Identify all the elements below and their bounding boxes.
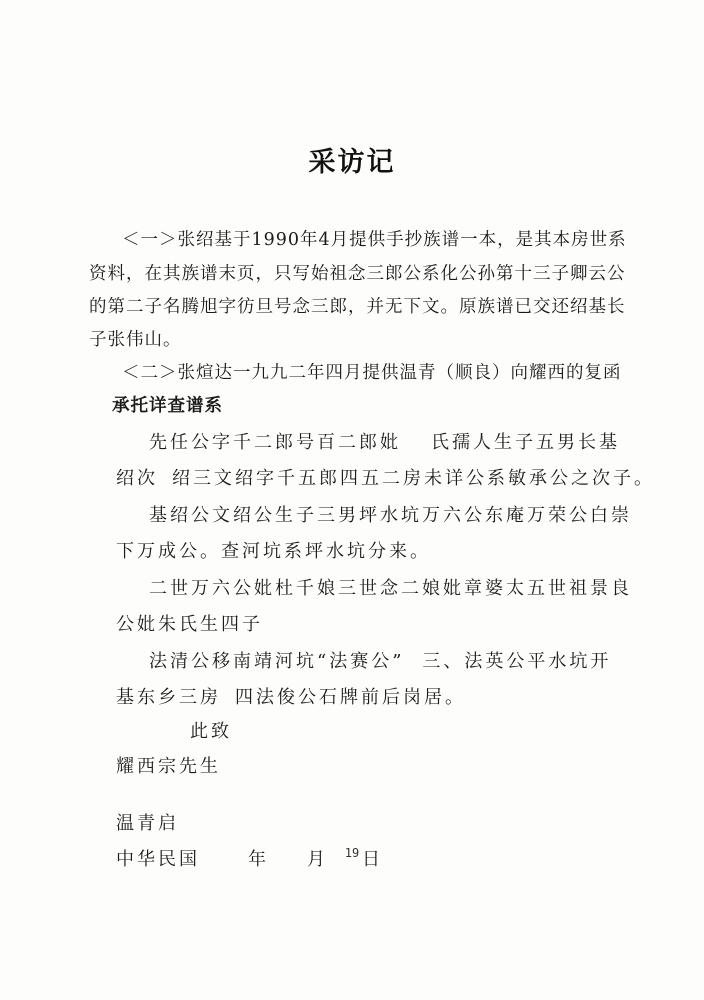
letter-paragraph-3-line-2: 公妣朱氏生四子	[116, 614, 263, 635]
letter-p1-part-a: 先任公字千二郎号百二郎妣	[149, 432, 401, 453]
section1-line-3: 的第二子名腾旭字彷旦号念三郎，并无下文。原族谱已交还绍基长	[89, 297, 626, 317]
section2-line-2: 承托详查谱系	[112, 396, 223, 416]
page-number: 19	[344, 846, 360, 860]
date-era: 中华民国	[116, 849, 200, 870]
letter-paragraph-4-line-2	[116, 686, 466, 710]
letter-p4-part-c: 基东乡三房	[116, 687, 221, 708]
page-title: 采访记	[308, 147, 396, 178]
letter-p1-part-b: 氏孺人生子五男长基	[431, 432, 620, 453]
letter-paragraph-1-line-1	[149, 431, 620, 455]
letter-p1-part-c: 绍次	[116, 468, 158, 489]
letter-paragraph-3-line-1: 二世万六公妣杜千娘三世念二娘妣章婆太五世祖景良	[149, 578, 632, 599]
letter-paragraph-4-line-1	[149, 650, 611, 674]
date-month: 月	[307, 849, 328, 870]
letter-paragraph-2-line-2: 下万成公。查河坑系坪水坑分来。	[116, 541, 431, 562]
section1-line-1: ＜一＞张绍基于1990年4月提供手抄族谱一本，是其本房世系	[122, 230, 627, 250]
letter-p1-part-d: 绍三文绍字千五郎四五二房未详公系敏承公之次子。	[172, 468, 655, 489]
letter-recipient: 耀西宗先生	[116, 756, 221, 777]
date-day: 日	[362, 849, 383, 870]
letter-p4-part-a: 法清公移南靖河坑“法赛公”	[149, 651, 405, 672]
letter-paragraph-2-line-1: 基绍公文绍公生子三男坪水坑万六公东庵万荣公白崇	[149, 505, 632, 526]
letter-closing: 此致	[190, 721, 232, 742]
letter-p4-part-b: 三、法英公平水坑开	[422, 651, 612, 672]
letter-paragraph-1-line-2	[116, 467, 655, 491]
section1-line-2: 资料，在其族谱末页，只写始祖念三郎公系化公孙第十三子卿云公	[89, 264, 626, 284]
letter-sender: 温青启	[116, 813, 179, 834]
date-year: 年	[248, 849, 269, 870]
section2-line-1: ＜二＞张煊达一九九二年四月提供温青（顺良）向耀西的复函	[122, 363, 622, 383]
section1-line-4: 子张伟山。	[89, 330, 182, 350]
letter-p4-part-d: 四法俊公石牌前后岗居。	[235, 687, 466, 708]
